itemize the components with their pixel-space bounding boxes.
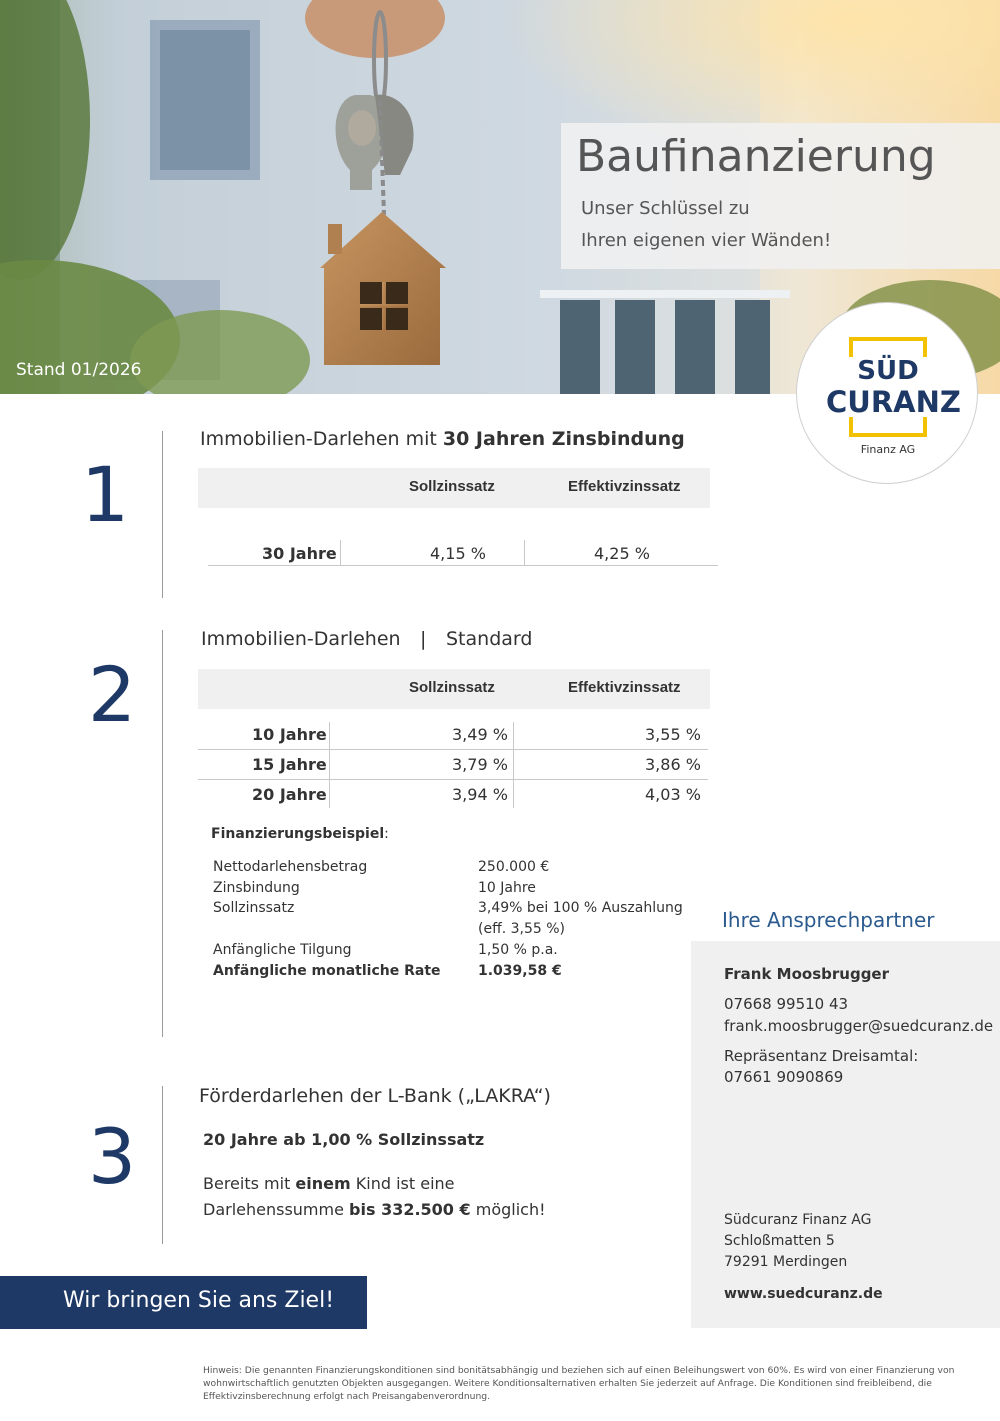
logo-text-curanz: CURANZ [826,385,961,419]
cell-divider [329,722,330,808]
table-row-term: 30 Jahre [262,544,337,563]
section-1-table-header [198,468,710,508]
stand-date: Stand 01/2026 [16,360,142,380]
section-2-divider [162,630,163,1037]
contact-phone[interactable]: 07668 99510 43 [724,995,849,1013]
example-title: Finanzierungsbeispiel: [211,826,389,842]
section-number-3: 3 [87,1112,137,1201]
col-sollzinssatz: Sollzinssatz [409,679,495,696]
example-label: Anfängliche Tilgung [213,942,352,958]
section-number-2: 2 [87,650,137,739]
section-1-title: Immobilien-Darlehen mit 30 Jahren Zinsbindung [200,428,685,450]
section-2-title-separator: | [420,628,427,650]
company-street: Schloßmatten 5 [724,1233,835,1249]
col-effektivzinssatz: Effektivzinssatz [568,679,681,696]
example-label: Sollzinssatz [213,900,295,916]
logo-text-finanz: Finanz AG [860,443,916,456]
section-3-divider [162,1086,163,1244]
subtitle-line-1: Unser Schlüssel zu [581,198,750,219]
table-row-term: 10 Jahre [252,725,327,744]
table-row-sollzins: 3,94 % [452,785,508,804]
company-city: 79291 Merdingen [724,1254,848,1270]
section-3-title: Förderdarlehen der L-Bank („LAKRA“) [199,1085,551,1107]
row-divider [198,779,708,780]
example-value: 10 Jahre [478,880,536,896]
example-value: 3,49% bei 100 % Auszahlung [478,900,683,916]
page-title: Baufinanzierung [576,131,936,182]
section-3-text-line-2: Darlehenssumme bis 332.500 € möglich! [203,1200,546,1219]
example-value: 250.000 € [478,859,550,875]
section-1-divider [162,431,163,598]
table-row-term: 15 Jahre [252,755,327,774]
cell-divider [340,540,341,565]
disclaimer-note: Hinweis: Die genannten Finanzierungskonditionen sind bonitätsabhängig und beziehen sich auf einen Beleihungswert von 60%. Es wird von einer Finanzierung von wohnwirtschaftlich genutzten Objekten ausgegangen. Weitere Konditionsalternativen erhalten Sie jederzeit auf Anfrage. Die Konditionen sind freibleibend, die Effektivzinsberechnung erfolgt nach Preisangabenverordnung. [203,1365,955,1402]
company-name: Südcuranz Finanz AG [724,1212,872,1228]
section-3-text-line-1: Bereits mit einem Kind ist eine [203,1174,455,1193]
table-row-effektiv: 4,25 % [594,544,650,563]
col-sollzinssatz: Sollzinssatz [409,478,495,495]
section-2-title: Immobilien-Darlehen [201,628,401,650]
section-2-subtitle: Standard [446,628,533,650]
example-label: Zinsbindung [213,880,300,896]
col-effektivzinssatz: Effektivzinssatz [568,478,681,495]
section-number-1: 1 [80,450,130,539]
section-2-table-header [198,669,710,709]
office-phone[interactable]: 07661 9090869 [724,1068,844,1086]
row-divider [198,749,708,750]
contact-heading: Ihre Ansprechpartner [722,908,935,932]
example-value: 1.039,58 € [478,963,562,979]
example-value: 1,50 % p.a. [478,942,558,958]
contact-name: Frank Moosbrugger [724,965,890,983]
company-website-link[interactable]: www.suedcuranz.de [724,1286,883,1302]
contact-email[interactable]: frank.moosbrugger@suedcuranz.de [724,1017,994,1035]
table-row-sollzins: 4,15 % [430,544,486,563]
table-row-effektiv: 3,86 % [645,755,701,774]
example-value: (eff. 3,55 %) [478,921,566,937]
cell-divider [513,722,514,808]
example-label: Nettodarlehensbetrag [213,859,368,875]
subtitle-line-2: Ihren eigenen vier Wänden! [581,230,832,251]
table-row-sollzins: 3,79 % [452,755,508,774]
example-label: Anfängliche monatliche Rate [213,963,441,979]
row-divider [208,565,718,566]
section-3-highlight: 20 Jahre ab 1,00 % Sollzinssatz [203,1130,485,1149]
table-row-sollzins: 3,49 % [452,725,508,744]
table-row-effektiv: 3,55 % [645,725,701,744]
office-label: Repräsentanz Dreisamtal: [724,1047,919,1065]
logo-text-sud: SÜD [857,356,919,386]
table-row-effektiv: 4,03 % [645,785,701,804]
slogan-text: Wir bringen Sie ans Ziel! [62,1288,335,1313]
cell-divider [524,540,525,565]
table-row-term: 20 Jahre [252,785,327,804]
